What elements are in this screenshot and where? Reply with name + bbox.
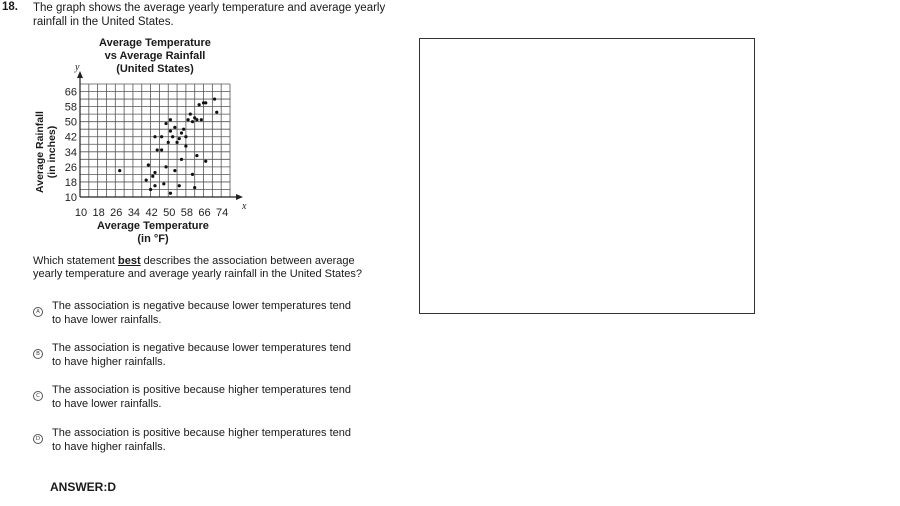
data-point	[147, 163, 150, 166]
data-point	[200, 118, 203, 121]
y-tick-label: 18	[64, 176, 77, 189]
prompt-best: best	[117, 255, 141, 267]
data-point	[191, 173, 194, 176]
y-tick-label: 50	[64, 116, 77, 129]
option-c-line1: The association is positive because higher temperatures tend	[52, 384, 352, 396]
prompt-part1: Which statement	[33, 255, 118, 267]
x-tick-label: 58	[180, 207, 194, 219]
y-tick-label: 10	[64, 192, 77, 204]
x-tick-label: 18	[92, 207, 105, 219]
option-a-text	[52, 299, 412, 327]
option-c[interactable]	[33, 383, 413, 413]
data-point	[173, 169, 176, 172]
option-d-line2: to have higher rainfalls.	[52, 441, 166, 453]
question-text-line1: The graph shows the average yearly temperature and average yearly	[33, 2, 386, 14]
option-b[interactable]	[33, 341, 413, 371]
data-point	[164, 165, 167, 168]
x-tick-label: 50	[163, 207, 176, 219]
question-text-line2: rainfall in the United States.	[33, 16, 174, 28]
data-point	[184, 145, 187, 148]
x-axis-arrow	[236, 194, 243, 200]
data-point	[213, 97, 216, 100]
y-tick-label: 26	[64, 161, 77, 174]
data-point	[153, 135, 156, 138]
prompt-part2: describes the association between average	[140, 255, 355, 267]
option-d-line1: The association is positive because higher temperatures tend	[52, 427, 352, 439]
y-axis-label	[34, 87, 64, 217]
answer-box	[419, 38, 755, 314]
y-axis-label-line2: (in inches)	[46, 125, 58, 179]
data-point	[164, 122, 167, 125]
y-axis-letter: y	[75, 62, 80, 73]
data-point	[173, 126, 176, 129]
data-point	[191, 120, 194, 123]
data-point	[198, 103, 201, 106]
option-b-text	[52, 341, 412, 369]
option-a-radio[interactable]: A	[33, 307, 43, 317]
answer-text: ANSWER:D	[50, 480, 116, 494]
x-tick-label: 26	[110, 207, 123, 219]
option-d-text	[52, 426, 412, 454]
data-point	[180, 131, 183, 134]
data-point	[153, 171, 156, 174]
y-tick-label: 34	[64, 146, 77, 159]
data-point	[156, 148, 159, 151]
x-tick-label: 42	[145, 207, 158, 219]
data-point	[195, 118, 198, 121]
y-tick-label: 66	[64, 86, 77, 99]
option-c-text	[52, 383, 412, 411]
data-point	[186, 118, 189, 121]
data-point	[180, 158, 183, 161]
data-point	[118, 169, 121, 172]
option-b-line2: to have higher rainfalls.	[52, 356, 166, 368]
x-tick-label: 34	[127, 207, 141, 219]
x-axis-label	[78, 220, 228, 246]
data-point	[153, 184, 156, 187]
data-point	[171, 135, 174, 138]
option-d-radio[interactable]: D	[33, 434, 43, 444]
option-c-radio[interactable]: C	[33, 391, 43, 401]
chart-title-line3: (United States)	[116, 63, 194, 75]
data-point	[169, 129, 172, 132]
y-tick-label: 58	[64, 101, 77, 114]
data-point	[169, 118, 172, 121]
data-point	[151, 175, 154, 178]
data-point	[193, 186, 196, 189]
data-point	[145, 178, 148, 181]
option-d[interactable]	[33, 426, 413, 456]
option-a-line2: to have lower rainfalls.	[52, 314, 162, 326]
x-tick-label: 74	[216, 207, 229, 219]
x-axis-letter: x	[242, 201, 247, 212]
data-point	[195, 154, 198, 157]
option-b-line1: The association is negative because lower temperatures tend	[52, 342, 352, 354]
data-point	[160, 135, 163, 138]
data-point	[162, 182, 165, 185]
data-point	[178, 184, 181, 187]
x-tick-label: 10	[74, 207, 88, 219]
question-prompt	[33, 255, 423, 281]
data-point	[189, 113, 192, 116]
data-point	[149, 188, 152, 191]
option-c-line2: to have lower rainfalls.	[52, 398, 162, 410]
y-axis-label-line1: Average Rainfall	[34, 111, 46, 193]
data-point	[175, 141, 178, 144]
prompt-line2: yearly temperature and average yearly rainfall in the United States?	[33, 268, 362, 280]
data-point	[178, 137, 181, 140]
chart-title-line2: vs Average Rainfall	[104, 50, 206, 62]
option-a-line1: The association is negative because lower temperatures tend	[52, 300, 352, 312]
data-point	[215, 111, 218, 114]
chart-title-line1: Average Temperature	[99, 37, 211, 49]
data-point	[167, 141, 170, 144]
x-axis-label-line2: (in °F)	[137, 233, 169, 245]
data-point	[204, 160, 207, 163]
x-axis-label-line1: Average Temperature	[97, 220, 209, 232]
option-b-radio[interactable]: B	[33, 349, 43, 359]
data-point	[204, 101, 207, 104]
data-point	[160, 148, 163, 151]
data-point	[184, 135, 187, 138]
data-point	[169, 192, 172, 195]
data-point	[182, 128, 185, 131]
y-tick-label: 42	[64, 131, 77, 144]
question-number: 18.	[2, 1, 18, 13]
x-tick-label: 66	[198, 207, 211, 219]
option-a[interactable]	[33, 299, 413, 329]
